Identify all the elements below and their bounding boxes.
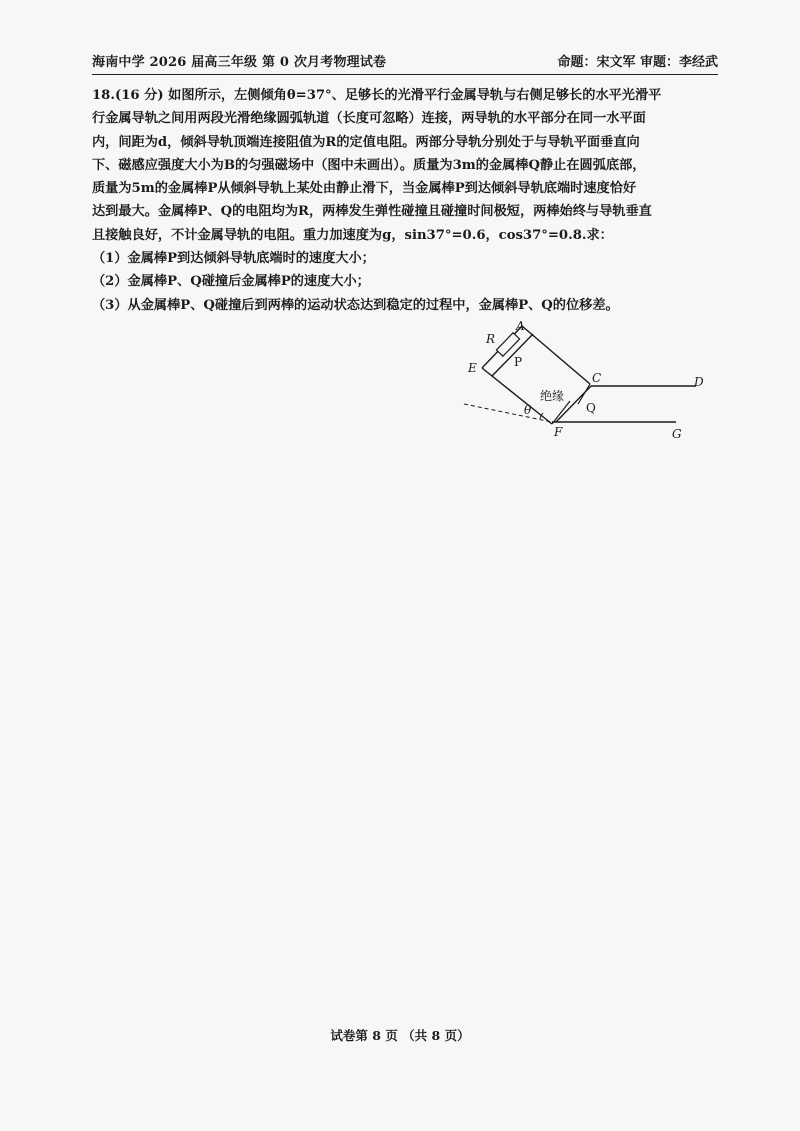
question-3: （3）从金属棒P、Q碰撞后到两棒的运动状态达到稳定的过程中，金属棒P、Q的位移差。 bbox=[92, 297, 619, 313]
label-E: E bbox=[468, 361, 477, 375]
label-C: C bbox=[592, 371, 602, 385]
arc-insulated-lower bbox=[552, 401, 570, 424]
page-header bbox=[92, 50, 718, 75]
question-1: （1）金属棒P到达倾斜导轨底端时的速度大小； bbox=[92, 251, 375, 267]
exam-authors: 命题：宋文军 审题：李经武 bbox=[557, 55, 718, 70]
stem-text-2: 内，间距为d，倾斜导轨顶端连接阻值为R的定值电阻。两部分导轨分别处于与导轨平面垂直向 bbox=[92, 134, 640, 150]
stem-text-6: 且接触良好，不计金属导轨的电阻。重力加速度为g，sin37°=0.6，cos37°=0.8.求： bbox=[92, 227, 613, 243]
label-A: A bbox=[516, 319, 525, 333]
label-insulation: 绝缘 bbox=[540, 389, 565, 403]
label-Q: Q bbox=[586, 401, 596, 415]
problem-number: 18. bbox=[92, 88, 115, 103]
problem-stem-line-1 bbox=[92, 84, 718, 107]
label-theta: θ bbox=[524, 403, 532, 417]
problem-18 bbox=[92, 84, 718, 317]
question-2: （2）金属棒P、Q碰撞后金属棒P的速度大小； bbox=[92, 274, 370, 290]
stem-text-5: 达到最大。金属棒P、Q的电阻均为R，两棒发生弹性碰撞且碰撞时间极短，两棒始终与导轨垂直 bbox=[92, 204, 652, 220]
stem-text-4: 质量为5m的金属棒P从倾斜导轨上某处由静止滑下，当金属棒P到达倾斜导轨底端时速度恰好 bbox=[92, 181, 637, 197]
rail-diagram bbox=[460, 318, 704, 443]
page-footer: 试卷第 8 页 （共 8 页） bbox=[330, 1028, 470, 1043]
label-D: D bbox=[694, 375, 704, 389]
problem-points: (16 分) bbox=[114, 88, 164, 103]
resistor-R bbox=[496, 333, 519, 357]
exam-title: 海南中学 2026 届高三年级 第 0 次月考物理试卷 bbox=[92, 55, 387, 70]
stem-text-0: 如图所示，左侧倾角θ=37°、足够长的光滑平行金属导轨与右侧足够长的水平光滑平 bbox=[168, 88, 662, 103]
label-R: R bbox=[486, 332, 496, 346]
stem-text-1: 行金属导轨之间用两段光滑绝缘圆弧轨道（长度可忽略）连接，两导轨的水平部分在同一水平面 bbox=[92, 111, 646, 127]
label-P: P bbox=[514, 355, 523, 369]
stem-text-3: 下、磁感应强度大小为B的匀强磁场中（图中未画出）。质量为3m的金属棒Q静止在圆弧底部， bbox=[92, 157, 646, 173]
label-F: F bbox=[554, 425, 563, 439]
rail-diagram-svg bbox=[460, 318, 704, 443]
label-G: G bbox=[672, 427, 682, 441]
